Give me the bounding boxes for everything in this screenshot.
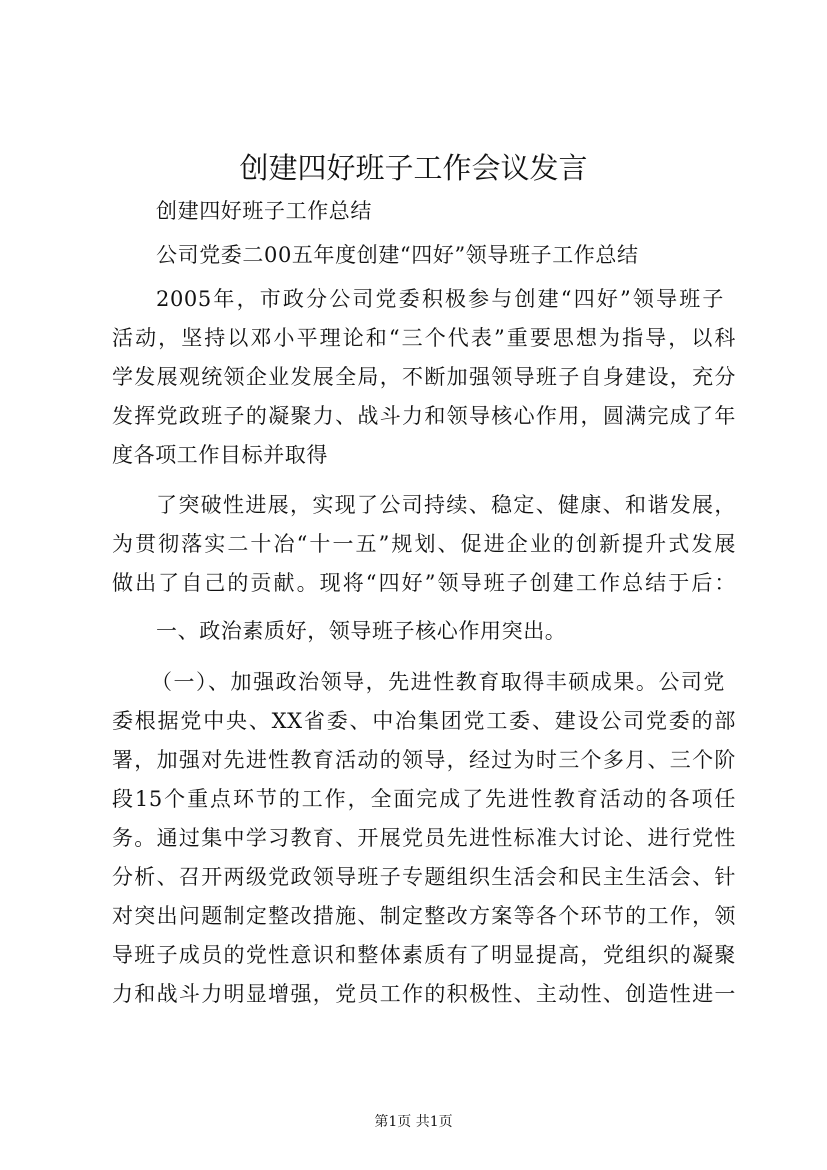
paragraph-line: 度各项工作目标并取得 xyxy=(112,443,328,467)
paragraph-line: 力和战斗力明显增强，党员工作的积极性、主动性、创造性进一 xyxy=(112,982,736,1006)
paragraph-line: 分析、召开两级党政领导班子专题组织生活会和民主生活会、针 xyxy=(112,865,736,889)
page-footer: 第1页 共1页 xyxy=(374,1114,453,1130)
paragraph-line: 对突出问题制定整改措施、制定整改方案等各个环节的工作，领 xyxy=(112,904,736,928)
document-title: 创建四好班子工作会议发言 xyxy=(239,151,588,185)
subtitle-line: 公司党委二00五年度创建“四好”领导班子工作总结 xyxy=(156,243,639,267)
paragraph-line: 务。通过集中学习教育、开展党员先进性标准大讨论、进行党性 xyxy=(112,826,736,850)
paragraph-line: 活动，坚持以邓小平理论和“三个代表”重要思想为指导，以科 xyxy=(112,326,736,350)
paragraph-line: 做出了自己的贡献。现将“四好”领导班子创建工作总结于后： xyxy=(112,571,736,595)
paragraph-line: 导班子成员的党性意识和整体素质有了明显提高，党组织的凝聚 xyxy=(112,943,736,967)
paragraph-line: 为贯彻落实二十冶“十一五”规划、促进企业的创新提升式发展 xyxy=(112,532,736,556)
paragraph-line: 了突破性进展，实现了公司持续、稳定、健康、和谐发展， xyxy=(156,493,736,517)
paragraph-line: 发挥党政班子的凝聚力、战斗力和领导核心作用，圆满完成了年 xyxy=(112,404,736,428)
paragraph-line: （一）、加强政治领导，先进性教育取得丰硕成果。公司党 xyxy=(151,670,725,694)
paragraph-line: 段15个重点环节的工作，全面完成了先进性教育活动的各项任 xyxy=(112,787,736,811)
subtitle-line: 创建四好班子工作总结 xyxy=(156,199,372,223)
section-heading: 一、政治素质好，领导班子核心作用突出。 xyxy=(156,619,567,643)
paragraph-line: 署，加强对先进性教育活动的领导，经过为时三个多月、三个阶 xyxy=(112,748,736,772)
paragraph-line: 学发展观统领企业发展全局，不断加强领导班子自身建设，充分 xyxy=(112,365,736,389)
paragraph-line: 2005年，市政分公司党委积极参与创建“四好”领导班子 xyxy=(156,287,724,311)
paragraph-line: 委根据党中央、XX省委、中冶集团党工委、建设公司党委的部 xyxy=(112,709,736,733)
